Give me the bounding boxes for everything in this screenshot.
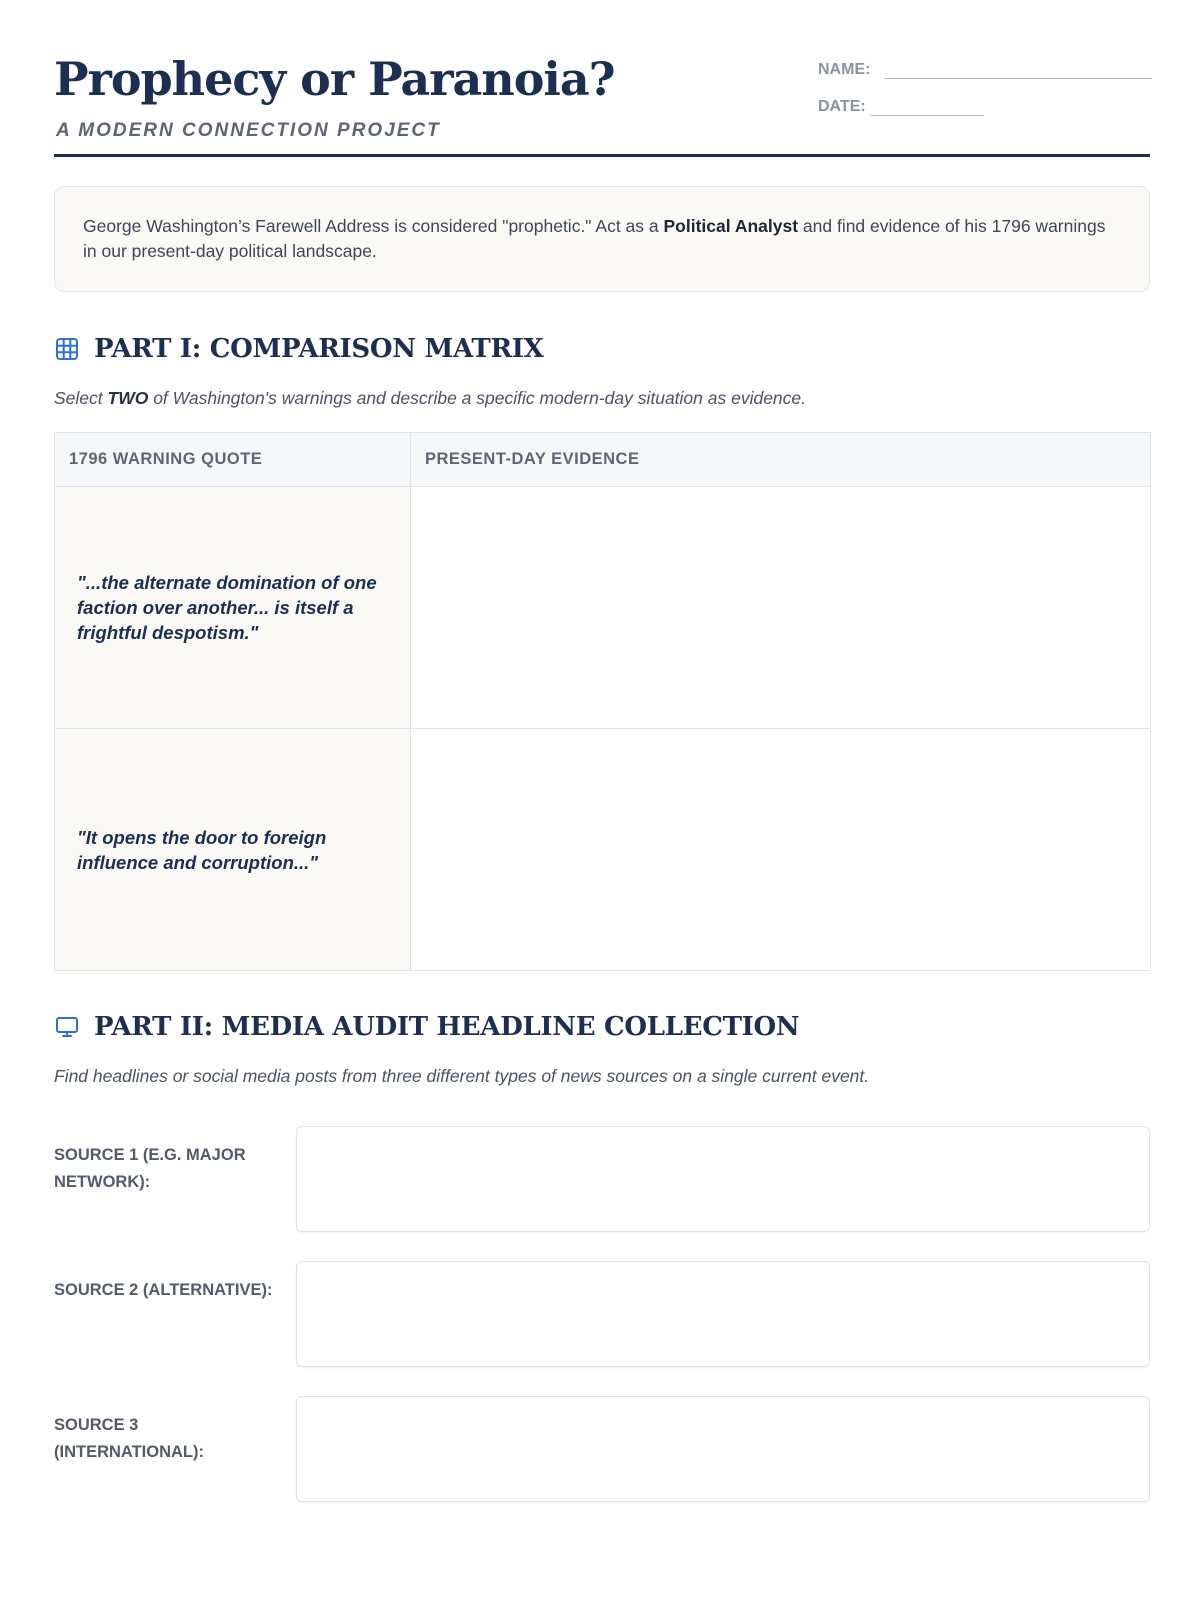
evidence-answer-cell[interactable] [411, 487, 1151, 729]
date-field[interactable] [818, 98, 1150, 116]
column-header-quote: 1796 WARNING QUOTE [55, 433, 411, 487]
part2-instruction: Find headlines or social media posts from three different types of news sources on a single current event. [54, 1066, 870, 1086]
intro-text-before: George Washington’s Farewell Address is considered "prophetic." Act as a [83, 216, 664, 236]
source-1-label: SOURCE 1 (E.G. MAJOR NETWORK): [54, 1146, 246, 1191]
grid-icon [54, 336, 80, 362]
matrix-row [55, 487, 1151, 729]
worksheet-header [54, 0, 1150, 157]
page-subtitle: A MODERN CONNECTION PROJECT [56, 120, 441, 141]
source-3-input[interactable] [296, 1396, 1150, 1502]
warning-quote: "It opens the door to foreign influence and corruption..." [55, 729, 411, 971]
part1-instruction-after: of Washington's warnings and describe a specific modern-day situation as evidence. [148, 388, 807, 408]
part1-heading [54, 334, 543, 364]
intro-box [54, 186, 1150, 292]
part1-instruction-before: Select [54, 388, 108, 408]
part1-instruction-bold: TWO [107, 388, 149, 408]
source-2-label: SOURCE 2 (ALTERNATIVE): [54, 1281, 273, 1299]
part1-instruction [54, 388, 806, 409]
column-header-evidence: PRESENT-DAY EVIDENCE [411, 433, 1151, 487]
evidence-answer-cell[interactable] [411, 729, 1151, 971]
source-3-label: SOURCE 3 (INTERNATIONAL): [54, 1416, 204, 1461]
worksheet-page [54, 0, 1150, 1461]
intro-text-after: and find evidence of his 1796 warnings in our present-day political landscape. [83, 216, 1106, 261]
part2-heading [54, 1012, 799, 1042]
comparison-matrix [54, 432, 1151, 971]
warning-quote: "...the alternate domination of one faction over another... is itself a frightful despotism." [55, 487, 411, 729]
source-1-input[interactable] [296, 1126, 1150, 1232]
matrix-row [55, 729, 1151, 971]
monitor-icon [54, 1014, 80, 1040]
part1-title: PART I: COMPARISON MATRIX [94, 334, 544, 364]
name-field[interactable] [818, 61, 1150, 79]
intro-bold-role: Political Analyst [663, 216, 799, 236]
page-title: Prophecy or Paranoia? [54, 52, 615, 106]
name-label: NAME: [818, 61, 871, 78]
date-line[interactable] [870, 100, 984, 116]
source-2-input[interactable] [296, 1261, 1150, 1367]
matrix-header-row [55, 433, 1151, 487]
part2-title: PART II: MEDIA AUDIT HEADLINE COLLECTION [94, 1012, 800, 1042]
date-label: DATE: [818, 98, 866, 115]
name-line[interactable] [884, 63, 1152, 79]
